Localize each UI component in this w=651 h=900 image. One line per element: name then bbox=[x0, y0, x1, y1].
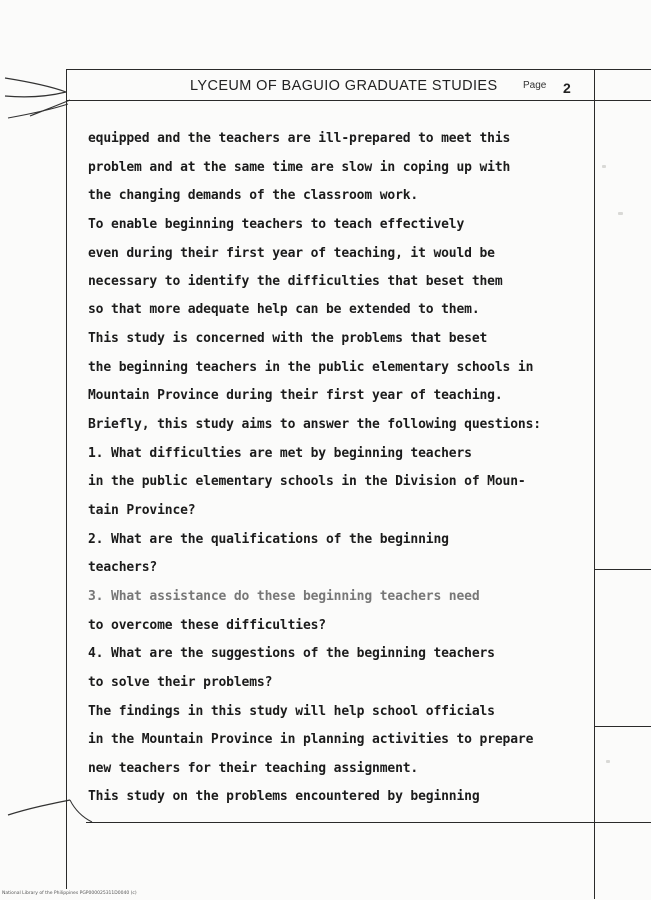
text-line: necessary to identify the difficulties that beset them bbox=[88, 274, 503, 289]
text-line: tain Province? bbox=[88, 503, 196, 518]
scan-speck bbox=[618, 212, 623, 215]
text-line: 3. What assistance do these beginning teachers need bbox=[88, 589, 480, 604]
text-line: To enable beginning teachers to teach effectively bbox=[88, 217, 465, 232]
text-line: to overcome these difficulties? bbox=[88, 618, 326, 633]
text-line: Mountain Province during their first year of teaching. bbox=[88, 388, 503, 403]
footer-rule bbox=[86, 822, 651, 823]
right-margin-tick-2 bbox=[594, 726, 651, 727]
right-margin-tick-1 bbox=[594, 569, 651, 570]
header-rule-top bbox=[66, 69, 651, 70]
text-line: in the Mountain Province in planning activities to prepare bbox=[88, 732, 534, 747]
text-line: problem and at the same time are slow in coping up with bbox=[88, 160, 511, 175]
page-header-title: LYCEUM OF BAGUIO GRADUATE STUDIES bbox=[190, 78, 498, 94]
text-line: This study on the problems encountered by beginning bbox=[88, 789, 480, 804]
header-rule-bottom bbox=[66, 100, 651, 101]
text-line: the changing demands of the classroom work. bbox=[88, 188, 419, 203]
text-line: so that more adequate help can be extended to them. bbox=[88, 302, 480, 317]
text-line: 1. What difficulties are met by beginning teachers bbox=[88, 446, 472, 461]
text-line: the beginning teachers in the public elementary schools in bbox=[88, 360, 534, 375]
left-margin-rule bbox=[66, 69, 67, 889]
page-label: Page bbox=[523, 80, 547, 91]
text-line: equipped and the teachers are ill-prepared to meet this bbox=[88, 131, 511, 146]
text-line: in the public elementary schools in the Division of Moun- bbox=[88, 474, 526, 489]
scan-footer-note: National Library of the Philippines PGP000025311D0040 (c) bbox=[2, 891, 137, 896]
text-line: new teachers for their teaching assignment. bbox=[88, 761, 419, 776]
page-number: 2 bbox=[563, 80, 571, 96]
scan-speck bbox=[602, 165, 606, 168]
right-margin-rule bbox=[594, 69, 595, 899]
text-line: This study is concerned with the problems that beset bbox=[88, 331, 488, 346]
text-line: teachers? bbox=[88, 560, 158, 575]
text-line: even during their first year of teaching, it would be bbox=[88, 246, 495, 261]
scan-speck bbox=[606, 760, 610, 763]
text-line: Briefly, this study aims to answer the following questions: bbox=[88, 417, 541, 432]
text-line: 2. What are the qualifications of the beginning bbox=[88, 532, 449, 547]
text-line: The findings in this study will help school officials bbox=[88, 704, 495, 719]
text-line: to solve their problems? bbox=[88, 675, 273, 690]
text-line: 4. What are the suggestions of the beginning teachers bbox=[88, 646, 495, 661]
